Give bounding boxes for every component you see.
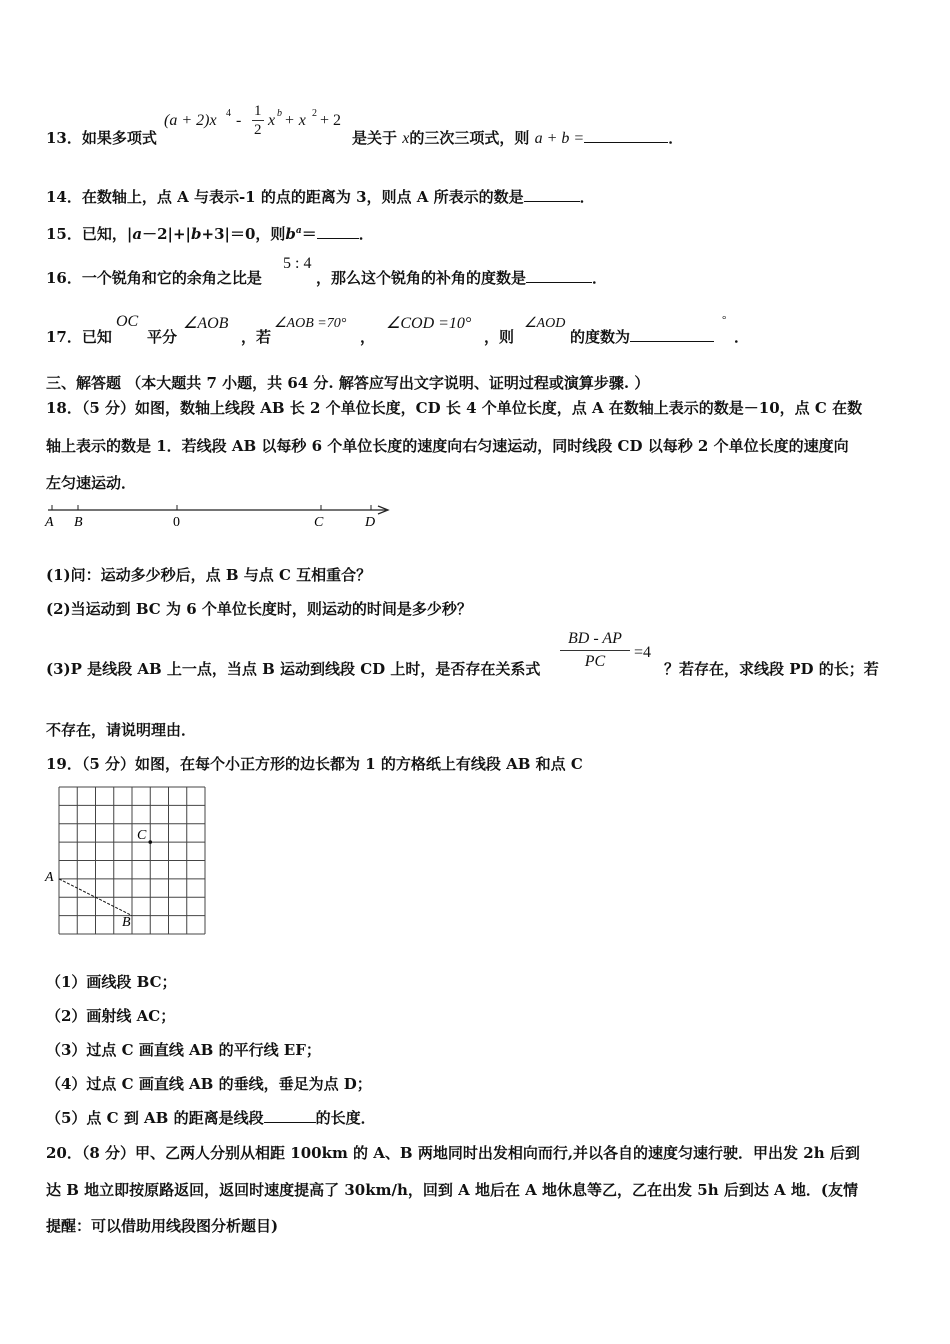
q13-exp2: 2 bbox=[312, 108, 317, 119]
q17-answer-blank[interactable] bbox=[630, 327, 714, 342]
q17-comma: ， bbox=[360, 328, 376, 346]
q15-answer-blank[interactable] bbox=[317, 224, 359, 239]
q18-sub3: (3)P 是线段 AB 上一点，当点 B 运动到线段 CD 上时，是否存在关系式 bbox=[46, 660, 541, 678]
q13-lead: 如果多项式 bbox=[81, 129, 157, 147]
q18-line2: 轴上表示的数是 1．若线段 AB 以每秒 6 个单位长度的速度向右匀速运动，同时线段 CD 以每秒 2 个单位长度的速度向 bbox=[46, 437, 849, 455]
q20-line1: 20．（8 分）甲、乙两人分别从相距 100km 的 A、B 两地同时出发相向而行,并以各自的速度匀速行驶．甲出发 2h 后到 bbox=[46, 1144, 860, 1162]
q13-expb: b bbox=[277, 108, 282, 119]
q16-end: ． bbox=[592, 269, 608, 287]
question-16 bbox=[46, 268, 262, 288]
q19-item5-tail: 的长度． bbox=[315, 1109, 376, 1127]
q17-aob70: ∠AOB =70° bbox=[274, 316, 347, 331]
q17-oc: OC bbox=[116, 313, 139, 330]
q15-sup: a bbox=[295, 226, 302, 236]
q15-end: ． bbox=[358, 225, 374, 243]
q20-line2: 达 B 地立即按原路返回，返回时速度提高了 30km/h，回到 A 地后在 A 地休息等乙，乙在出发 5h 后到达 A 地．(友情 bbox=[46, 1181, 859, 1199]
q13-frac-den: 2 bbox=[254, 122, 262, 138]
q16-tail-text: ，那么这个锐角的补角的度数是 bbox=[316, 269, 527, 287]
q18-frac-den: PC bbox=[584, 653, 606, 670]
q13-answer-blank[interactable] bbox=[584, 128, 668, 143]
q18-line3: 左匀速运动． bbox=[46, 474, 137, 492]
q15-p1: －2|+| bbox=[142, 225, 191, 243]
q19-item-2: （2）画射线 AC； bbox=[46, 1007, 176, 1025]
label-zero: 0 bbox=[173, 515, 180, 530]
q19-item5-lead: （5）点 C 到 AB 的距离是线段 bbox=[46, 1109, 264, 1127]
label-a: A bbox=[45, 515, 54, 530]
q19-item-1: （1）画线段 BC； bbox=[46, 973, 177, 991]
q13-minus: - bbox=[236, 112, 242, 129]
question-17 bbox=[46, 327, 112, 347]
q15-lead: 15．已知，| bbox=[46, 225, 133, 243]
q13-plus2: + 2 bbox=[320, 112, 342, 129]
grid-figure bbox=[40, 782, 210, 942]
q19-item-3: （3）过点 C 画直线 AB 的平行线 EF； bbox=[46, 1041, 321, 1059]
q16-tail bbox=[316, 268, 607, 288]
q18-sub3-line2: 不存在，请说明理由． bbox=[46, 721, 197, 739]
q17-end: ． bbox=[734, 328, 750, 346]
q19-item-4: （4）过点 C 画直线 AB 的垂线，垂足为点 D； bbox=[46, 1075, 372, 1093]
q13-var: x bbox=[402, 130, 410, 147]
q13-frac-num: 1 bbox=[254, 103, 262, 119]
question-15 bbox=[46, 221, 374, 244]
q13-tail bbox=[352, 128, 683, 149]
number-line-figure bbox=[40, 500, 400, 534]
label-b: B bbox=[74, 515, 83, 530]
label-d: D bbox=[365, 515, 376, 530]
q20-line3: 提醒：可以借助用线段图分析题目) bbox=[46, 1217, 279, 1235]
q17-aod: ∠AOD bbox=[524, 316, 566, 331]
q13-mid: 是关于 bbox=[352, 129, 398, 147]
q15-p2: +3|＝0，则 bbox=[201, 225, 286, 243]
question-14 bbox=[46, 187, 595, 207]
q19-item-5 bbox=[46, 1108, 376, 1128]
section-3-title: 三、解答题 （本大题共 7 小题，共 64 分. 解答应写出文字说明、证明过程或演算步骤. ） bbox=[46, 374, 650, 392]
q16-lead: 16．一个锐角和它的余角之比是 bbox=[46, 269, 262, 287]
q17-lead: 17．已知 bbox=[46, 328, 112, 346]
q15-p3: ＝ bbox=[301, 225, 317, 243]
q17-tail bbox=[570, 327, 714, 347]
q15-b: b bbox=[191, 225, 202, 243]
q17-t1: 平分 bbox=[147, 328, 178, 346]
q13-expr: a + b = bbox=[534, 130, 585, 147]
label-c: C bbox=[314, 515, 324, 530]
q14-end: ． bbox=[579, 188, 595, 206]
grid-label-a: A bbox=[45, 870, 54, 885]
q18-sub2: (2)当运动到 BC 为 6 个单位长度时，则运动的时间是多少秒？ bbox=[46, 600, 472, 618]
grid-label-c: C bbox=[137, 828, 147, 843]
q15-a: a bbox=[132, 225, 143, 243]
grid-lines bbox=[59, 787, 205, 934]
q17-t4: 的度数为 bbox=[570, 328, 631, 346]
q13-fraction bbox=[252, 102, 264, 139]
q17-t3: ，则 bbox=[484, 328, 515, 346]
q15-b2: b bbox=[285, 225, 296, 243]
q18-frac-eq: =4 bbox=[634, 644, 652, 661]
q16-answer-blank[interactable] bbox=[526, 268, 592, 283]
q16-ratio: 5 : 4 bbox=[283, 255, 312, 272]
q19-answer-blank[interactable] bbox=[264, 1108, 316, 1123]
q17-t2: ，若 bbox=[241, 328, 272, 346]
q13-exp4: 4 bbox=[226, 108, 231, 119]
q19-text: 19．（5 分）如图，在每个小正方形的边长都为 1 的方格纸上有线段 AB 和点 C bbox=[46, 755, 583, 773]
q13-end: ． bbox=[668, 129, 684, 147]
q13-number: 13． bbox=[46, 129, 82, 147]
q17-cod: ∠COD =10° bbox=[386, 315, 472, 332]
q18-sub3-tail: ？若存在，求线段 PD 的长；若 bbox=[664, 660, 879, 678]
q17-deg: ° bbox=[722, 314, 727, 326]
q17-aob: ∠AOB bbox=[183, 315, 229, 332]
q14-text: 14．在数轴上，点 A 与表示-1 的点的距离为 3，则点 A 所表示的数是 bbox=[46, 188, 524, 206]
q18-sub1: (1)问：运动多少秒后，点 B 与点 C 互相重合？ bbox=[46, 566, 372, 584]
point-c bbox=[148, 840, 152, 844]
question-13 bbox=[46, 128, 157, 148]
q13-tail-text: 的三次三项式，则 bbox=[409, 129, 530, 147]
q13-x: x bbox=[268, 112, 276, 129]
q13-plus-x: + x bbox=[284, 112, 306, 129]
q13-term1: (a + 2)x bbox=[164, 112, 217, 129]
q18-fraction bbox=[560, 630, 630, 671]
q18-frac-num: BD - AP bbox=[560, 630, 630, 651]
q14-answer-blank[interactable] bbox=[524, 187, 580, 202]
grid-label-b: B bbox=[122, 915, 131, 930]
q18-line1: 18．（5 分）如图，数轴上线段 AB 长 2 个单位长度，CD 长 4 个单位长度，点 A 在数轴上表示的数是－10，点 C 在数 bbox=[46, 399, 863, 417]
